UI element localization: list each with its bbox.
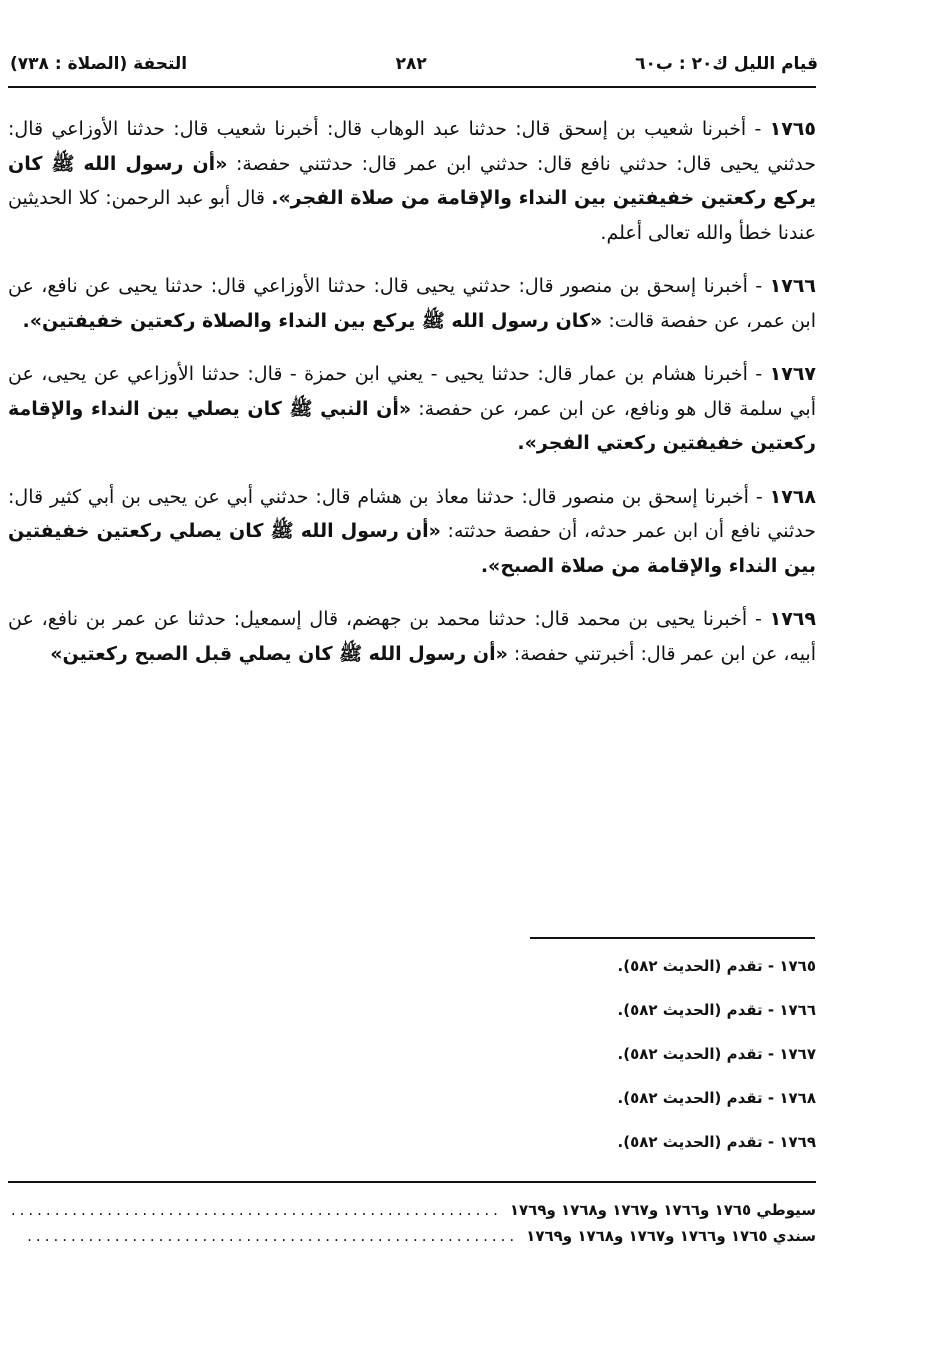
- hadith-1765: ١٧٦٥ - أخبرنا شعيب بن إسحق قال: حدثنا عبد الوهاب قال: أخبرنا شعيب قال: حدثنا الأوزاعي قال: حدثني يحيى قال: حدثني نافع قال: حدثني ابن عمر قال: حدثتني حفصة: «أن رسول الله ﷺ كان يركع ركعتين خفيفتين بين النداء والإقامة من صلاة الفجر». قال أبو عبد الرحمن: كلا الحديثين عندنا خطأ والله تعالى أعلم.: [8, 118, 816, 244]
- hadith-matn: «كان رسول الله ﷺ يركع بين النداء والصلاة ركعتين خفيفتين».: [22, 309, 603, 332]
- page-number: ٢٨٢: [395, 54, 427, 74]
- hadith-chain: أخبرنا يحيى بن محمد قال: حدثنا محمد بن جهضم، قال إسمعيل: حدثنا عن عمر بن نافع، عن أبيه، عن ابن عمر قال: أخبرتني حفصة:: [8, 608, 816, 665]
- hadith-chain: أخبرنا إسحق بن منصور قال: حدثني يحيى قال: حدثنا الأوزاعي قال: حدثنا يحيى عن نافع، عن ابن عمر، عن حفصة قالت:: [8, 275, 816, 332]
- footnote-1769: ١٧٦٩ - تقدم (الحديث ٥٨٢).: [617, 1133, 816, 1151]
- hadith-number: ١٧٦٦: [769, 275, 817, 297]
- hadith-text: [8, 112, 816, 690]
- hadith-matn: «أن النبي ﷺ كان يصلي بين النداء والإقامة ركعتين خفيفتين ركعتي الفجر».: [8, 397, 816, 454]
- hadith-number: ١٧٦٧: [769, 363, 817, 385]
- footnote-1765: ١٧٦٥ - تقدم (الحديث ٥٨٢).: [617, 957, 816, 975]
- dot-leader: ........................................................: [10, 1201, 502, 1219]
- page-header: [10, 50, 818, 78]
- commentary-references: [8, 1197, 816, 1249]
- header-tuhfa-ref: التحفة (الصلاة : ٧٣٨): [10, 54, 188, 74]
- sindi-reference: [8, 1223, 816, 1249]
- hadith-matn: «أن رسول الله ﷺ كان يركع ركعتين خفيفتين بين النداء والإقامة من صلاة الفجر».: [8, 152, 816, 209]
- hadith-number: ١٧٦٩: [769, 608, 816, 630]
- footnotes: [500, 955, 816, 1175]
- hadith-comment: قال أبو عبد الرحمن: كلا الحديثين عندنا خطأ والله تعالى أعلم.: [8, 187, 816, 244]
- hadith-1766: ١٧٦٦ - أخبرنا إسحق بن منصور قال: حدثني يحيى قال: حدثنا الأوزاعي قال: حدثنا يحيى عن نافع، عن ابن عمر، عن حفصة قالت: «كان رسول الله ﷺ يركع بين النداء والصلاة ركعتين خفيفتين».: [8, 275, 817, 332]
- hadith-1767: ١٧٦٧ - أخبرنا هشام بن عمار قال: حدثنا يحيى - يعني ابن حمزة - قال: حدثنا الأوزاعي عن يحيى، عن أبي سلمة قال هو ونافع، عن ابن عمر، عن حفصة: «أن النبي ﷺ كان يصلي بين النداء والإقامة ركعتين خفيفتين ركعتي الفجر».: [8, 363, 817, 454]
- header-chapter: قيام الليل ك٢٠ : ب٦٠: [635, 54, 818, 74]
- hadith-1769: ١٧٦٩ - أخبرنا يحيى بن محمد قال: حدثنا محمد بن جهضم، قال إسمعيل: حدثنا عن عمر بن نافع، عن أبيه، عن ابن عمر قال: أخبرتني حفصة: «أن رسول الله ﷺ كان يصلي قبل الصبح ركعتين»: [8, 608, 816, 665]
- hadith-number: ١٧٦٥: [769, 118, 816, 140]
- footnote-1767: ١٧٦٧ - تقدم (الحديث ٥٨٢).: [617, 1045, 816, 1063]
- footnote-1766: ١٧٦٦ - تقدم (الحديث ٥٨٢).: [617, 1001, 816, 1019]
- hadith-number: ١٧٦٨: [769, 485, 816, 508]
- footnote-divider: [530, 937, 815, 939]
- hadith-matn: «أن رسول الله ﷺ كان يصلي ركعتين خفيفتين بين النداء والإقامة من صلاة الصبح».: [8, 520, 816, 577]
- suyuti-reference-text: سيوطي ١٧٦٥ و١٧٦٦ و١٧٦٧ و١٧٦٨ و١٧٦٩: [509, 1201, 816, 1219]
- footnote-1768: ١٧٦٨ - تقدم (الحديث ٥٨٢).: [617, 1089, 816, 1107]
- sindi-reference-text: سندي ١٧٦٥ و١٧٦٦ و١٧٦٧ و١٧٦٨ و١٧٦٩: [526, 1227, 816, 1245]
- hadith-1768: ١٧٦٨ - أخبرنا إسحق بن منصور قال: حدثنا معاذ بن هشام قال: حدثني أبي عن يحيى بن أبي كثير قال: حدثني نافع أن ابن عمر حدثه، أن حفصة حدثته: «أن رسول الله ﷺ كان يصلي ركعتين خفيفتين بين النداء والإقامة من صلاة الصبح».: [8, 485, 817, 577]
- references-divider: [8, 1181, 816, 1183]
- hadith-chain: أخبرنا شعيب بن إسحق قال: حدثنا عبد الوهاب قال: أخبرنا شعيب قال: حدثنا الأوزاعي قال: حدثني يحيى قال: حدثني نافع قال: حدثني ابن عمر قال: حدثتني حفصة:: [8, 118, 816, 175]
- suyuti-reference: [8, 1197, 816, 1223]
- hadith-matn: «أن رسول الله ﷺ كان يصلي قبل الصبح ركعتين»: [50, 642, 508, 665]
- hadith-chain: أخبرنا هشام بن عمار قال: حدثنا يحيى - يعني ابن حمزة - قال: حدثنا الأوزاعي عن يحيى، عن أبي سلمة قال هو ونافع، عن ابن عمر، عن حفصة:: [8, 363, 816, 420]
- header-divider: [8, 86, 816, 88]
- dot-leader: ........................................................: [27, 1227, 519, 1245]
- hadith-chain: أخبرنا إسحق بن منصور قال: حدثنا معاذ بن هشام قال: حدثني أبي عن يحيى بن أبي كثير قال: حدثني نافع أن ابن عمر حدثه، أن حفصة حدثته:: [8, 485, 817, 542]
